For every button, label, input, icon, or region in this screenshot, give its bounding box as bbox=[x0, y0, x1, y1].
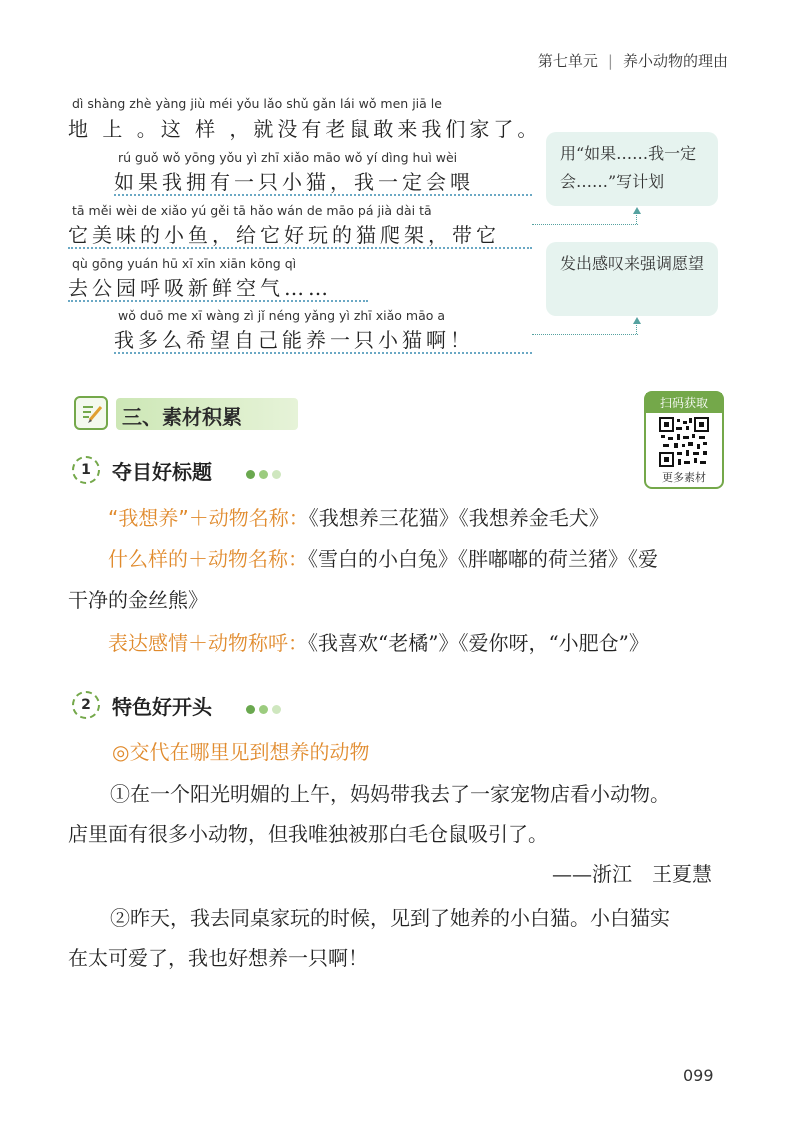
pinyin-line-5: wǒ duō me xī wàng zì jǐ néng yǎng yì zhī xiǎo māo a bbox=[118, 308, 446, 323]
paragraph-1-line-1: ①在一个阳光明媚的上午，妈妈带我去了一家宠物店看小动物。 bbox=[110, 782, 670, 806]
decorative-dots bbox=[246, 699, 285, 718]
pinyin-line-2: rú guǒ wǒ yōng yǒu yì zhī xiǎo māo wǒ yí dìng huì wèi bbox=[118, 150, 458, 165]
qr-code-panel[interactable] bbox=[644, 391, 724, 489]
title-example-3 bbox=[108, 627, 649, 656]
arrow-up-icon bbox=[633, 207, 641, 214]
title-example-2-cont bbox=[68, 584, 208, 613]
example-text: 干净的金丝熊》 bbox=[68, 588, 208, 612]
number-badge-2: 2 bbox=[72, 691, 100, 719]
title-example-2 bbox=[108, 543, 658, 572]
title-example-1 bbox=[108, 502, 609, 531]
example-label: 表达感情＋动物称呼： bbox=[108, 631, 308, 655]
decorative-dots bbox=[246, 464, 285, 483]
example-label: “我想养”＋动物名称： bbox=[108, 506, 309, 530]
chapter-title: 养小动物的理由 bbox=[622, 52, 728, 70]
hanzi-line-4: 去公园呼吸新鲜空气…… bbox=[68, 276, 332, 300]
dotted-underline bbox=[68, 247, 532, 249]
hanzi-line-2: 如果我拥有一只小猫，我一定会喂 bbox=[114, 170, 474, 194]
notebook-pencil-icon bbox=[74, 396, 108, 430]
pinyin-line-4: qù gōng yuán hū xī xīn xiān kōng qì bbox=[72, 256, 297, 271]
paragraph-2-line-1: ②昨天，我去同桌家玩的时候，见到了她养的小白猫。小白猫实 bbox=[110, 906, 670, 930]
hanzi-line-1: 地 上 。这 样 ，就没有老鼠敢来我们家了。 bbox=[68, 117, 542, 141]
example-text: 《我想养三花猫》《我想养金毛犬》 bbox=[308, 506, 609, 530]
connector-line bbox=[532, 224, 638, 225]
qr-bottom-label: 更多素材 bbox=[662, 471, 706, 484]
subheading: ◎交代在哪里见到想养的动物 bbox=[112, 740, 370, 764]
dotted-underline bbox=[68, 300, 368, 302]
number-badge-1: 1 bbox=[72, 456, 100, 484]
qr-top-label: 扫码获取 bbox=[646, 393, 722, 413]
qr-code-icon bbox=[659, 417, 709, 467]
arrow-up-icon bbox=[633, 317, 641, 324]
header-separator: | bbox=[607, 52, 613, 70]
example-text: 《雪白的小白兔》《胖嘟嘟的荷兰猪》《爱 bbox=[308, 547, 658, 571]
attribution: ——浙江 王夏慧 bbox=[552, 862, 712, 886]
annotation-note-1: 用“如果……我一定会……”写计划 bbox=[546, 132, 718, 206]
subsection-title-2: 特色好开头 bbox=[112, 695, 212, 719]
page-number: 099 bbox=[683, 1066, 714, 1085]
running-header bbox=[538, 50, 728, 71]
pinyin-line-1: dì shàng zhè yàng jiù méi yǒu lǎo shǔ gǎn lái wǒ men jiā le bbox=[72, 96, 442, 111]
hanzi-line-5: 我多么希望自己能养一只小猫啊！ bbox=[114, 328, 474, 352]
section-title: 三、素材积累 bbox=[122, 405, 242, 429]
annotation-note-2: 发出感叹来强调愿望 bbox=[546, 242, 718, 316]
connector-line bbox=[532, 334, 638, 335]
hanzi-line-3: 它美味的小鱼，给它好玩的猫爬架，带它 bbox=[68, 223, 500, 247]
subsection-title-1: 夺目好标题 bbox=[112, 460, 212, 484]
dotted-underline bbox=[114, 352, 532, 354]
pinyin-line-3: tā měi wèi de xiǎo yú gěi tā hǎo wán de māo pá jià dài tā bbox=[72, 203, 432, 218]
unit-label: 第七单元 bbox=[537, 52, 598, 70]
example-label: 什么样的＋动物名称： bbox=[108, 547, 308, 571]
paragraph-2-line-2: 在太可爱了，我也好想养一只啊！ bbox=[68, 946, 368, 970]
dotted-underline bbox=[114, 194, 532, 196]
paragraph-1-line-2: 店里面有很多小动物，但我唯独被那白毛仓鼠吸引了。 bbox=[68, 822, 548, 846]
example-text: 《我喜欢“老橘”》《爱你呀，“小肥仓”》 bbox=[308, 631, 649, 655]
